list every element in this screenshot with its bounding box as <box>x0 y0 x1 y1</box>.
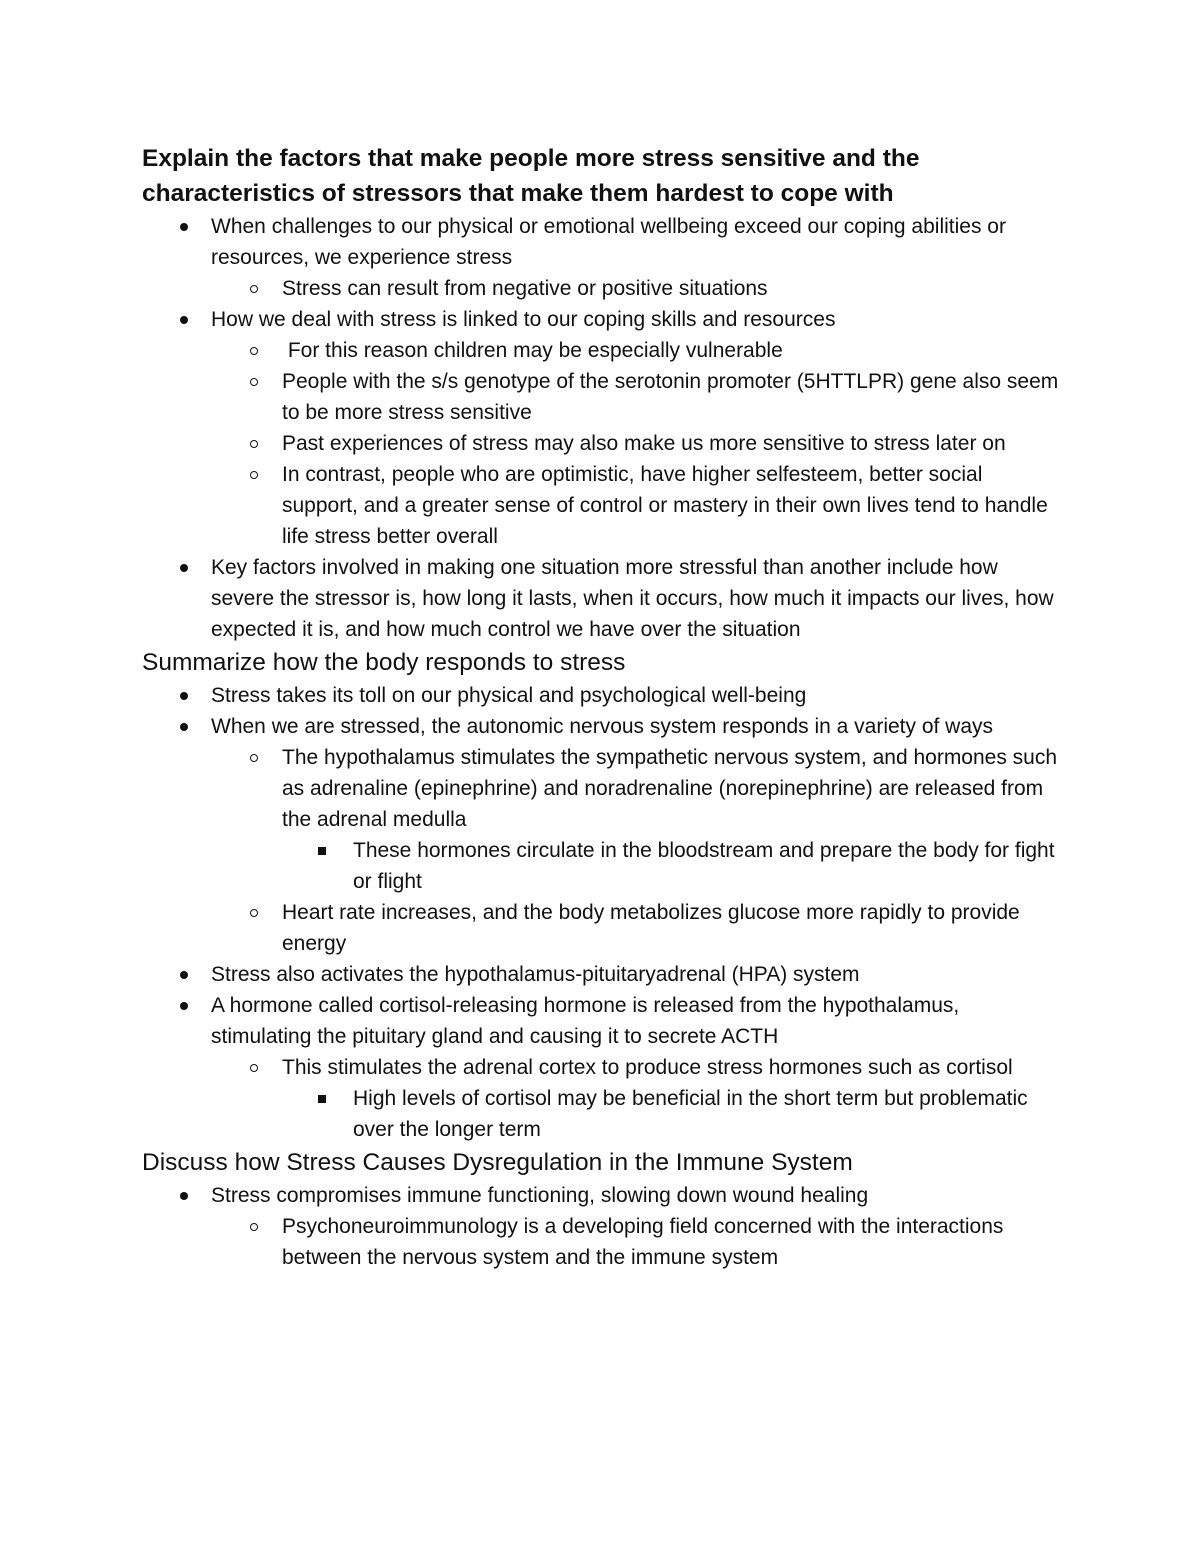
list-item <box>142 680 1062 711</box>
list-item <box>142 1211 1062 1273</box>
section1-list <box>142 211 1062 645</box>
document-content <box>142 141 1062 1273</box>
list-item <box>142 211 1062 273</box>
list-item <box>142 304 1062 335</box>
list-item-text: Past experiences of stress may also make us more sensitive to stress later on <box>282 432 1006 455</box>
section2-list <box>142 680 1062 1145</box>
list-item <box>142 959 1062 990</box>
list-item-text: For this reason children may be especially vulnerable <box>282 339 783 362</box>
list-item <box>142 897 1062 959</box>
section3-list <box>142 1180 1062 1273</box>
list-item-text: Stress also activates the hypothalamus-pituitaryadrenal (HPA) system <box>211 963 860 986</box>
list-item <box>142 1180 1062 1211</box>
list-item <box>142 835 1062 897</box>
list-item-text: Stress takes its toll on our physical and psychological well-being <box>211 684 807 707</box>
list-item-text: When challenges to our physical or emotional wellbeing exceed our coping abilities or resources, we experience stress <box>211 215 1006 269</box>
list-item <box>142 1083 1062 1145</box>
section-heading-stress-sensitivity <box>142 141 1062 211</box>
list-item-text: In contrast, people who are optimistic, have higher selfesteem, better social support, and a greater sense of control or mastery in their own lives tend to handle life stress better overall <box>282 463 1048 548</box>
list-item-text: Psychoneuroimmunology is a developing field concerned with the interactions between the nervous system and the immune system <box>282 1215 1004 1269</box>
list-item-text: When we are stressed, the autonomic nervous system responds in a variety of ways <box>211 715 994 738</box>
list-item-text: Stress compromises immune functioning, slowing down wound healing <box>211 1184 869 1207</box>
list-item-text: These hormones circulate in the bloodstream and prepare the body for fight or flight <box>353 839 1055 893</box>
list-item-text: A hormone called cortisol-releasing hormone is released from the hypothalamus, stimulating the pituitary gland and causing it to secrete ACTH <box>211 994 960 1048</box>
list-item <box>142 552 1062 645</box>
list-item-text: Heart rate increases, and the body metabolizes glucose more rapidly to provide energy <box>282 901 1020 955</box>
list-item <box>142 428 1062 459</box>
section-heading-immune-system: Discuss how Stress Causes Dysregulation in the Immune System <box>142 1149 853 1176</box>
list-item-text: Stress can result from negative or positive situations <box>282 277 768 300</box>
list-item <box>142 1052 1062 1083</box>
list-item <box>142 990 1062 1052</box>
heading-line-2: characteristics of stressors that make them hardest to cope with <box>142 180 894 207</box>
list-item-text: Key factors involved in making one situation more stressful than another include how severe the stressor is, how long it lasts, when it occurs, how much it impacts our lives, how expected it is, and how much control we have over the situation <box>211 556 1054 641</box>
list-item <box>142 711 1062 742</box>
list-item <box>142 459 1062 552</box>
section-heading-body-response: Summarize how the body responds to stress <box>142 649 626 676</box>
list-item-text: High levels of cortisol may be beneficial in the short term but problematic over the longer term <box>353 1087 1028 1141</box>
list-item <box>142 366 1062 428</box>
list-item-text: The hypothalamus stimulates the sympathetic nervous system, and hormones such as adrenaline (epinephrine) and noradrenaline (norepinephrine) are released from the adrenal medulla <box>282 746 1058 831</box>
list-item-text: People with the s/s genotype of the serotonin promoter (5HTTLPR) gene also seem to be more stress sensitive <box>282 370 1059 424</box>
list-item <box>142 335 1062 366</box>
list-item-text: This stimulates the adrenal cortex to produce stress hormones such as cortisol <box>282 1056 1013 1079</box>
list-item <box>142 742 1062 835</box>
list-item <box>142 273 1062 304</box>
heading-line-1: Explain the factors that make people more stress sensitive and the <box>142 145 920 172</box>
list-item-text: How we deal with stress is linked to our coping skills and resources <box>211 308 836 331</box>
